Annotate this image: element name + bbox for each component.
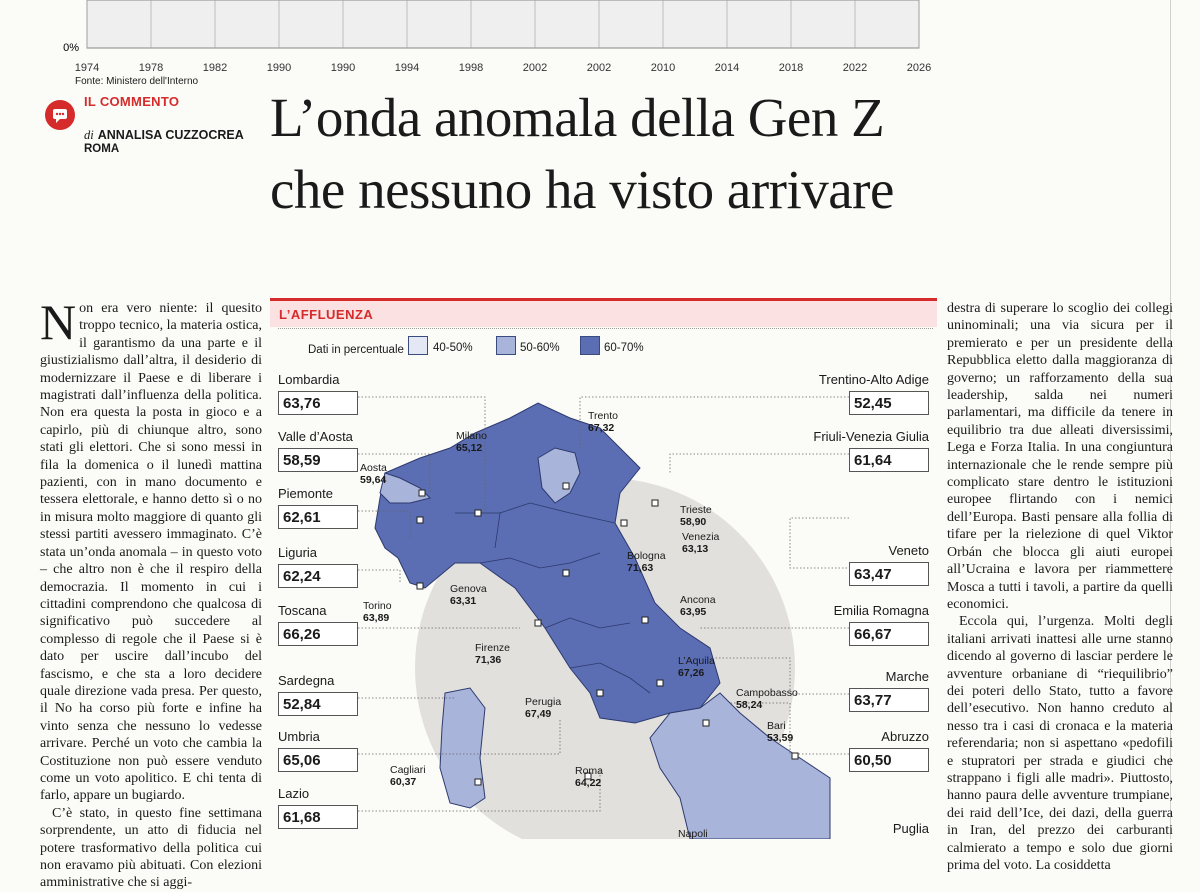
x-tick-label: 2002 (522, 62, 548, 74)
region-name: Friuli-Venezia Giulia (813, 429, 929, 444)
city-marker (703, 720, 709, 726)
city-name: Ancona (680, 594, 716, 606)
city-name: Milano (456, 430, 487, 442)
region-name: Lombardia (278, 372, 340, 387)
city-marker (563, 483, 569, 489)
turnout-infographic (270, 298, 937, 839)
city-name: L’Aquila (678, 655, 715, 667)
y-tick-label: 0% (63, 42, 79, 54)
article-column-left (40, 294, 262, 892)
chart-plot-area (87, 0, 919, 48)
x-tick-label: 1982 (202, 62, 228, 74)
city-marker (419, 490, 425, 496)
city-turnout-value: 67,32 (588, 422, 615, 434)
x-tick-label: 2002 (586, 62, 612, 74)
legend-label-50-60: 50-60% (520, 342, 560, 354)
city-name: Perugia (525, 696, 562, 708)
city-name: Aosta (360, 462, 387, 474)
city-name: Bari (767, 720, 786, 732)
article-paragraph: C’è stato, in questo fine settimana sorprendente, un atto di fiducia nel potere trasformativo della politica cui non eravamo più abituati. Con elezioni amministrative che si aggi- (40, 805, 262, 891)
city-turnout-value: 63,89 (363, 612, 390, 624)
city-marker (621, 520, 627, 526)
region-turnout-value: 62,61 (278, 505, 358, 529)
region-turnout-value: 65,06 (278, 748, 358, 772)
city-turnout-value: 64,22 (575, 777, 602, 789)
region-name: Piemonte (278, 486, 333, 501)
city-name: Venezia (682, 531, 720, 543)
article-paragraph: Eccola qui, l’urgenza. Molti degli italiani arrivati inattesi alle urne stanno dicendo al governo di lasciar perdere le avventure orbaniane di “riequilibrio” dei poteri dello Stato, tutto a favore dell’esecutivo. Non hanno creduto al nesso tra i casi di cronaca e la materia referendaria; non si aspettano «pedofili e stupratori per strada e giudici che strappano i figli alle madri». Piuttosto, hanno paura delle avventure trumpiane, dei raid dell’Ice, dei dazi, della guerra in Iran, del prezzo dei carburanti calmierato a tempo e solo due giorni prima del voto. La cosiddetta (947, 614, 1173, 873)
city-name: Campobasso (736, 687, 798, 699)
city-marker (475, 779, 481, 785)
byline (84, 128, 244, 143)
region-name: Puglia (892, 821, 929, 836)
region-turnout-value: 63,47 (849, 562, 929, 586)
region-name: Emilia Romagna (833, 603, 929, 618)
region-name: Umbria (278, 729, 320, 744)
city-marker (475, 510, 481, 516)
x-tick-label: 2018 (778, 62, 804, 74)
city-marker (657, 680, 663, 686)
article-paragraph: Non era vero niente: il quesito troppo tecnico, la materia ostica, il garantismo da una parte e il giustizialismo dall’altra, il desiderio di modernizzare il Paese e di liberare i magistrati dall’influenza della politica. Non era questa la posta in gioco e a capirlo, più di chiunque altro, sono stati gli elettori. Che si sono messi in fila la domenica o il lunedì mattina pazienti, con in mano documento e tessera elettorale, e hanno detto sì o no in misura molto maggiore di quanto gli stessi partiti avessero immaginato. C’è stata un’onda anomala – in questo voto – che altro non è che il respiro della democrazia. Il momento in cui i cittadini comprendono che qualcosa di significativo può succedere al complesso di regole che il Paese si è dato per uscire dall’incubo del fascismo, e che sta a loro decidere quale direzione vada presa. Per questo, il No ha corso più forte e infine ha vinto senza che nessuno lo vedesse arrivare. Perché un voto che cambia la Costituzione non può essere venduto come un voto apolitico. E chi tenta di farlo, appare un bugiardo. (40, 294, 262, 804)
leader-line (790, 518, 849, 568)
city-turnout-value: 65,12 (456, 442, 483, 454)
article-column-right (947, 300, 1173, 874)
leader-line (670, 454, 849, 473)
region-name: Liguria (278, 545, 318, 560)
headline-line-2: che nessuno ha visto arrivare (270, 159, 894, 220)
city-name: Napoli (678, 828, 708, 840)
region-name: Veneto (888, 543, 929, 558)
city-turnout-value: 67,26 (678, 667, 705, 679)
x-tick-label: 2022 (842, 62, 868, 74)
city-turnout-value: 60,37 (390, 776, 417, 788)
city-name: Roma (575, 765, 604, 777)
region-name: Lazio (278, 786, 310, 801)
section-label: IL COMMENTO (84, 94, 180, 109)
region-name: Trentino-Alto Adige (818, 372, 929, 387)
x-tick-label: 2026 (906, 62, 932, 74)
city-turnout-value: 71,63 (627, 562, 654, 574)
x-tick-label: 1998 (458, 62, 484, 74)
region-turnout-value: 61,64 (849, 448, 929, 472)
region-turnout-value: 66,26 (278, 622, 358, 646)
city-marker (417, 517, 423, 523)
city-marker (652, 500, 658, 506)
city-turnout-value: 58,90 (680, 516, 707, 528)
city-turnout-value: 63,95 (680, 606, 707, 618)
city-turnout-value: 63,31 (450, 595, 477, 607)
legend-label-40-50: 40-50% (433, 342, 473, 354)
region-turnout-value: 60,50 (849, 748, 929, 772)
x-tick-label: 1974 (74, 62, 100, 74)
map-region-sardinia (440, 688, 485, 808)
headline (270, 82, 1170, 226)
city-marker (563, 570, 569, 576)
city-turnout-value: 58,24 (736, 699, 763, 711)
city-turnout-value: 63,13 (682, 543, 709, 555)
city-name: Genova (450, 583, 487, 595)
region-turnout-value: 62,24 (278, 564, 358, 588)
city-name: Trento (588, 410, 618, 422)
infographic-title: L’AFFLUENZA (279, 307, 374, 322)
city-name: Cagliari (390, 764, 426, 776)
comment-icon (45, 100, 75, 130)
byline-prefix: di (84, 128, 94, 142)
x-tick-label: 1994 (394, 62, 420, 74)
drop-cap: N (40, 294, 77, 350)
region-name: Sardegna (278, 673, 335, 688)
region-turnout-value: 52,45 (849, 391, 929, 415)
article-paragraph: destra di superare lo scoglio dei collegi uninominali; una via sicura per il premierato e per un presidente della Repubblica eletto dalla maggioranza di governo; un rafforzamento della sua leadership, salda nei numeri parlamentari, ma difficile da tenere in equilibrio tra due alleati diversissimi, Lega e Forza Italia. In una congiuntura internazionale che le rende sempre più complicato stare dentro le istituzioni europee flirtando con i nemici dell’Europa. Basti pensare alla follia di tifare per la rielezione di quel Viktor Orbán che blocca gli aiuti europei all’Ucraina e lavora per riammettere Mosca a tutti i tavoli, a partire da quelli economici. (947, 301, 1173, 612)
x-tick-label: 1990 (330, 62, 356, 74)
region-turnout-value: 66,67 (849, 622, 929, 646)
legend-label-60-70: 60-70% (604, 342, 644, 354)
city-name: Bologna (627, 550, 666, 562)
city-turnout-value: 71,36 (475, 654, 502, 666)
dateline-city: ROMA (84, 143, 120, 155)
headline-line-1: L’onda anomala della Gen Z (270, 87, 885, 148)
region-name: Valle d’Aosta (278, 429, 353, 444)
city-marker (597, 690, 603, 696)
city-turnout-value: 67,49 (525, 708, 552, 720)
leader-line (580, 397, 849, 448)
author-name: ANNALISA CUZZOCREA (97, 128, 244, 142)
leader-line (358, 570, 400, 583)
region-name: Marche (885, 669, 929, 684)
city-turnout-value: 53,59 (767, 732, 794, 744)
region-turnout-value: 61,68 (278, 805, 358, 829)
region-turnout-value: 58,59 (278, 448, 358, 472)
city-marker (792, 753, 798, 759)
region-name: Abruzzo (881, 729, 929, 744)
x-tick-label: 2010 (650, 62, 676, 74)
city-name: Firenze (475, 642, 511, 654)
x-tick-label: 1978 (138, 62, 164, 74)
city-name: Trieste (680, 504, 712, 516)
city-marker (535, 620, 541, 626)
city-marker (417, 583, 423, 589)
legend-label: Dati in percentuale (308, 344, 404, 356)
x-tick-label: 1990 (266, 62, 292, 74)
region-name: Toscana (278, 603, 327, 618)
x-tick-label: 2014 (714, 62, 740, 74)
region-turnout-value: 63,77 (849, 688, 929, 712)
city-marker (642, 617, 648, 623)
chart-source-note: Fonte: Ministero dell'Interno (75, 76, 199, 87)
city-turnout-value: 59,64 (360, 474, 387, 486)
region-turnout-value: 63,76 (278, 391, 358, 415)
region-turnout-value: 52,84 (278, 692, 358, 716)
city-name: Torino (363, 600, 392, 612)
